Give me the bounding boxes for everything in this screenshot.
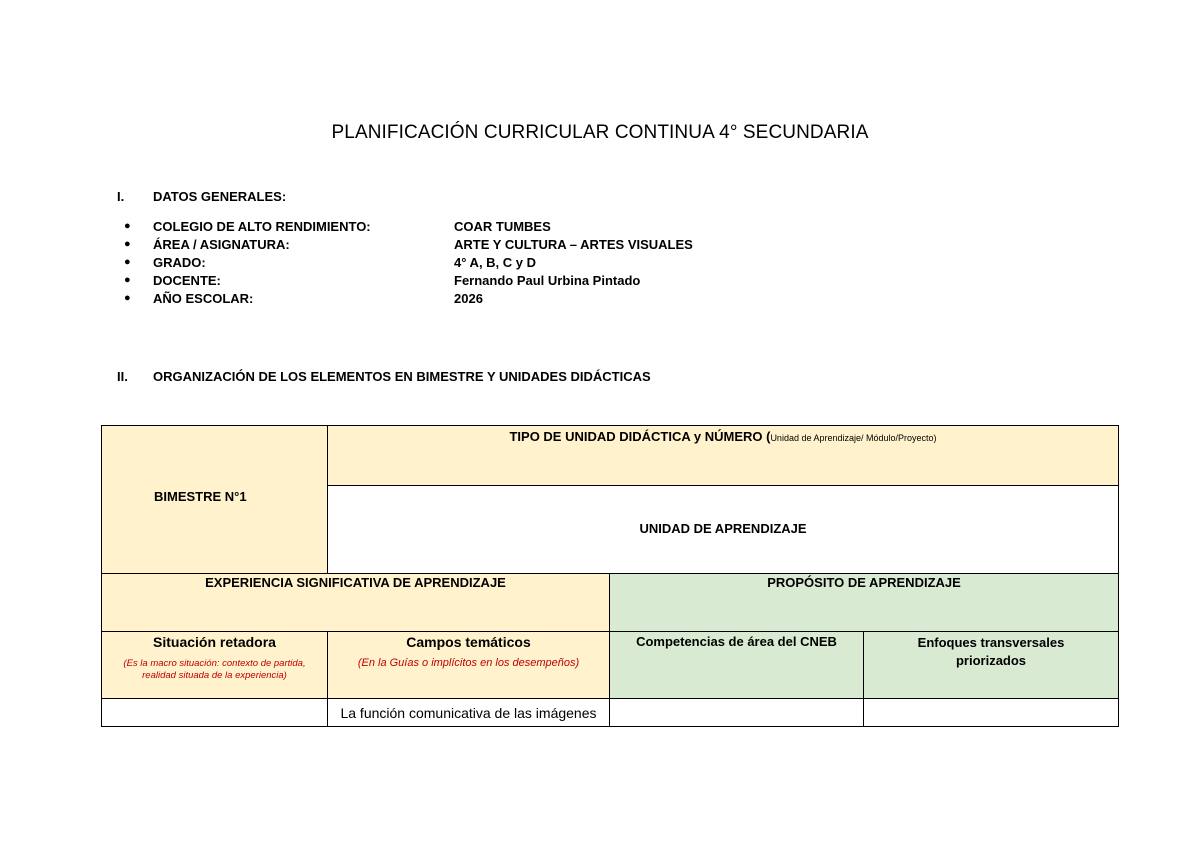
bullet-icon: ● [124,256,131,268]
list-item [124,217,693,235]
situacion-label: Situación retadora [153,634,276,650]
datos-value: 4° A, B, C y D [454,254,537,270]
bullet-icon: ● [124,292,131,304]
situacion-header [102,632,328,699]
section-number: II. [117,369,128,384]
situacion-note: (Es la macro situación: contexto de partida, realidad situada de la experiencia) [123,658,306,681]
tipo-unidad-cell [328,426,1119,486]
proposito-cell [610,574,1119,632]
page-title: PLANIFICACIÓN CURRICULAR CONTINUA 4° SECUNDARIA [331,122,869,143]
datos-value: 2026 [454,290,483,306]
campos-value [328,699,610,727]
experiencia-cell [102,574,610,632]
competencias-value [610,699,864,727]
campos-label: Campos temáticos [406,634,531,650]
datos-label: ÁREA / ASIGNATURA: [153,236,290,252]
situacion-value [102,699,328,727]
enfoques-value [864,699,1119,727]
competencias-label: Competencias de área del CNEB [636,634,837,649]
list-item [124,289,693,307]
bullet-icon: ● [124,220,131,232]
enfoques-label: Enfoques transversales priorizados [917,635,1065,668]
tipo-unidad-note: Unidad de Aprendizaje/ Módulo/Proyecto) [770,433,937,443]
bimestre-label: BIMESTRE N°1 [154,489,247,504]
proposito-label: PROPÓSITO DE APRENDIZAJE [767,575,961,590]
datos-list [124,217,693,307]
enfoques-header [864,632,1119,699]
list-item [124,235,693,253]
bimestre-cell [102,426,328,574]
planning-table [101,425,1119,727]
list-item [124,271,693,289]
datos-value: COAR TUMBES [454,218,551,234]
unidad-label: UNIDAD DE APRENDIZAJE [639,520,807,536]
datos-label: GRADO: [153,254,206,270]
campos-value-text: La función comunicativa de las imágenes [340,704,597,721]
bullet-icon: ● [124,274,131,286]
list-item [124,253,693,271]
datos-value: Fernando Paul Urbina Pintado [454,272,641,288]
datos-value: ARTE Y CULTURA – ARTES VISUALES [454,236,693,252]
competencias-header [610,632,864,699]
campos-header [328,632,610,699]
datos-label: AÑO ESCOLAR: [153,290,254,306]
datos-label: DOCENTE: [153,272,221,288]
section-number: I. [117,189,125,204]
section-heading: ORGANIZACIÓN DE LOS ELEMENTOS EN BIMESTRE Y UNIDADES DIDÁCTICAS [153,369,651,384]
section-organizacion [117,369,651,384]
datos-label: COLEGIO DE ALTO RENDIMIENTO: [153,218,371,234]
unidad-cell [328,486,1119,574]
section-datos-generales [117,189,286,204]
experiencia-label: EXPERIENCIA SIGNIFICATIVA DE APRENDIZAJE [205,575,506,590]
tipo-unidad-label: TIPO DE UNIDAD DIDÁCTICA y NÚMERO ( [509,429,771,444]
campos-note: (En la Guías o implícitos en los desempeños) [357,657,580,669]
bullet-icon: ● [124,238,131,250]
section-heading: DATOS GENERALES: [153,189,287,204]
